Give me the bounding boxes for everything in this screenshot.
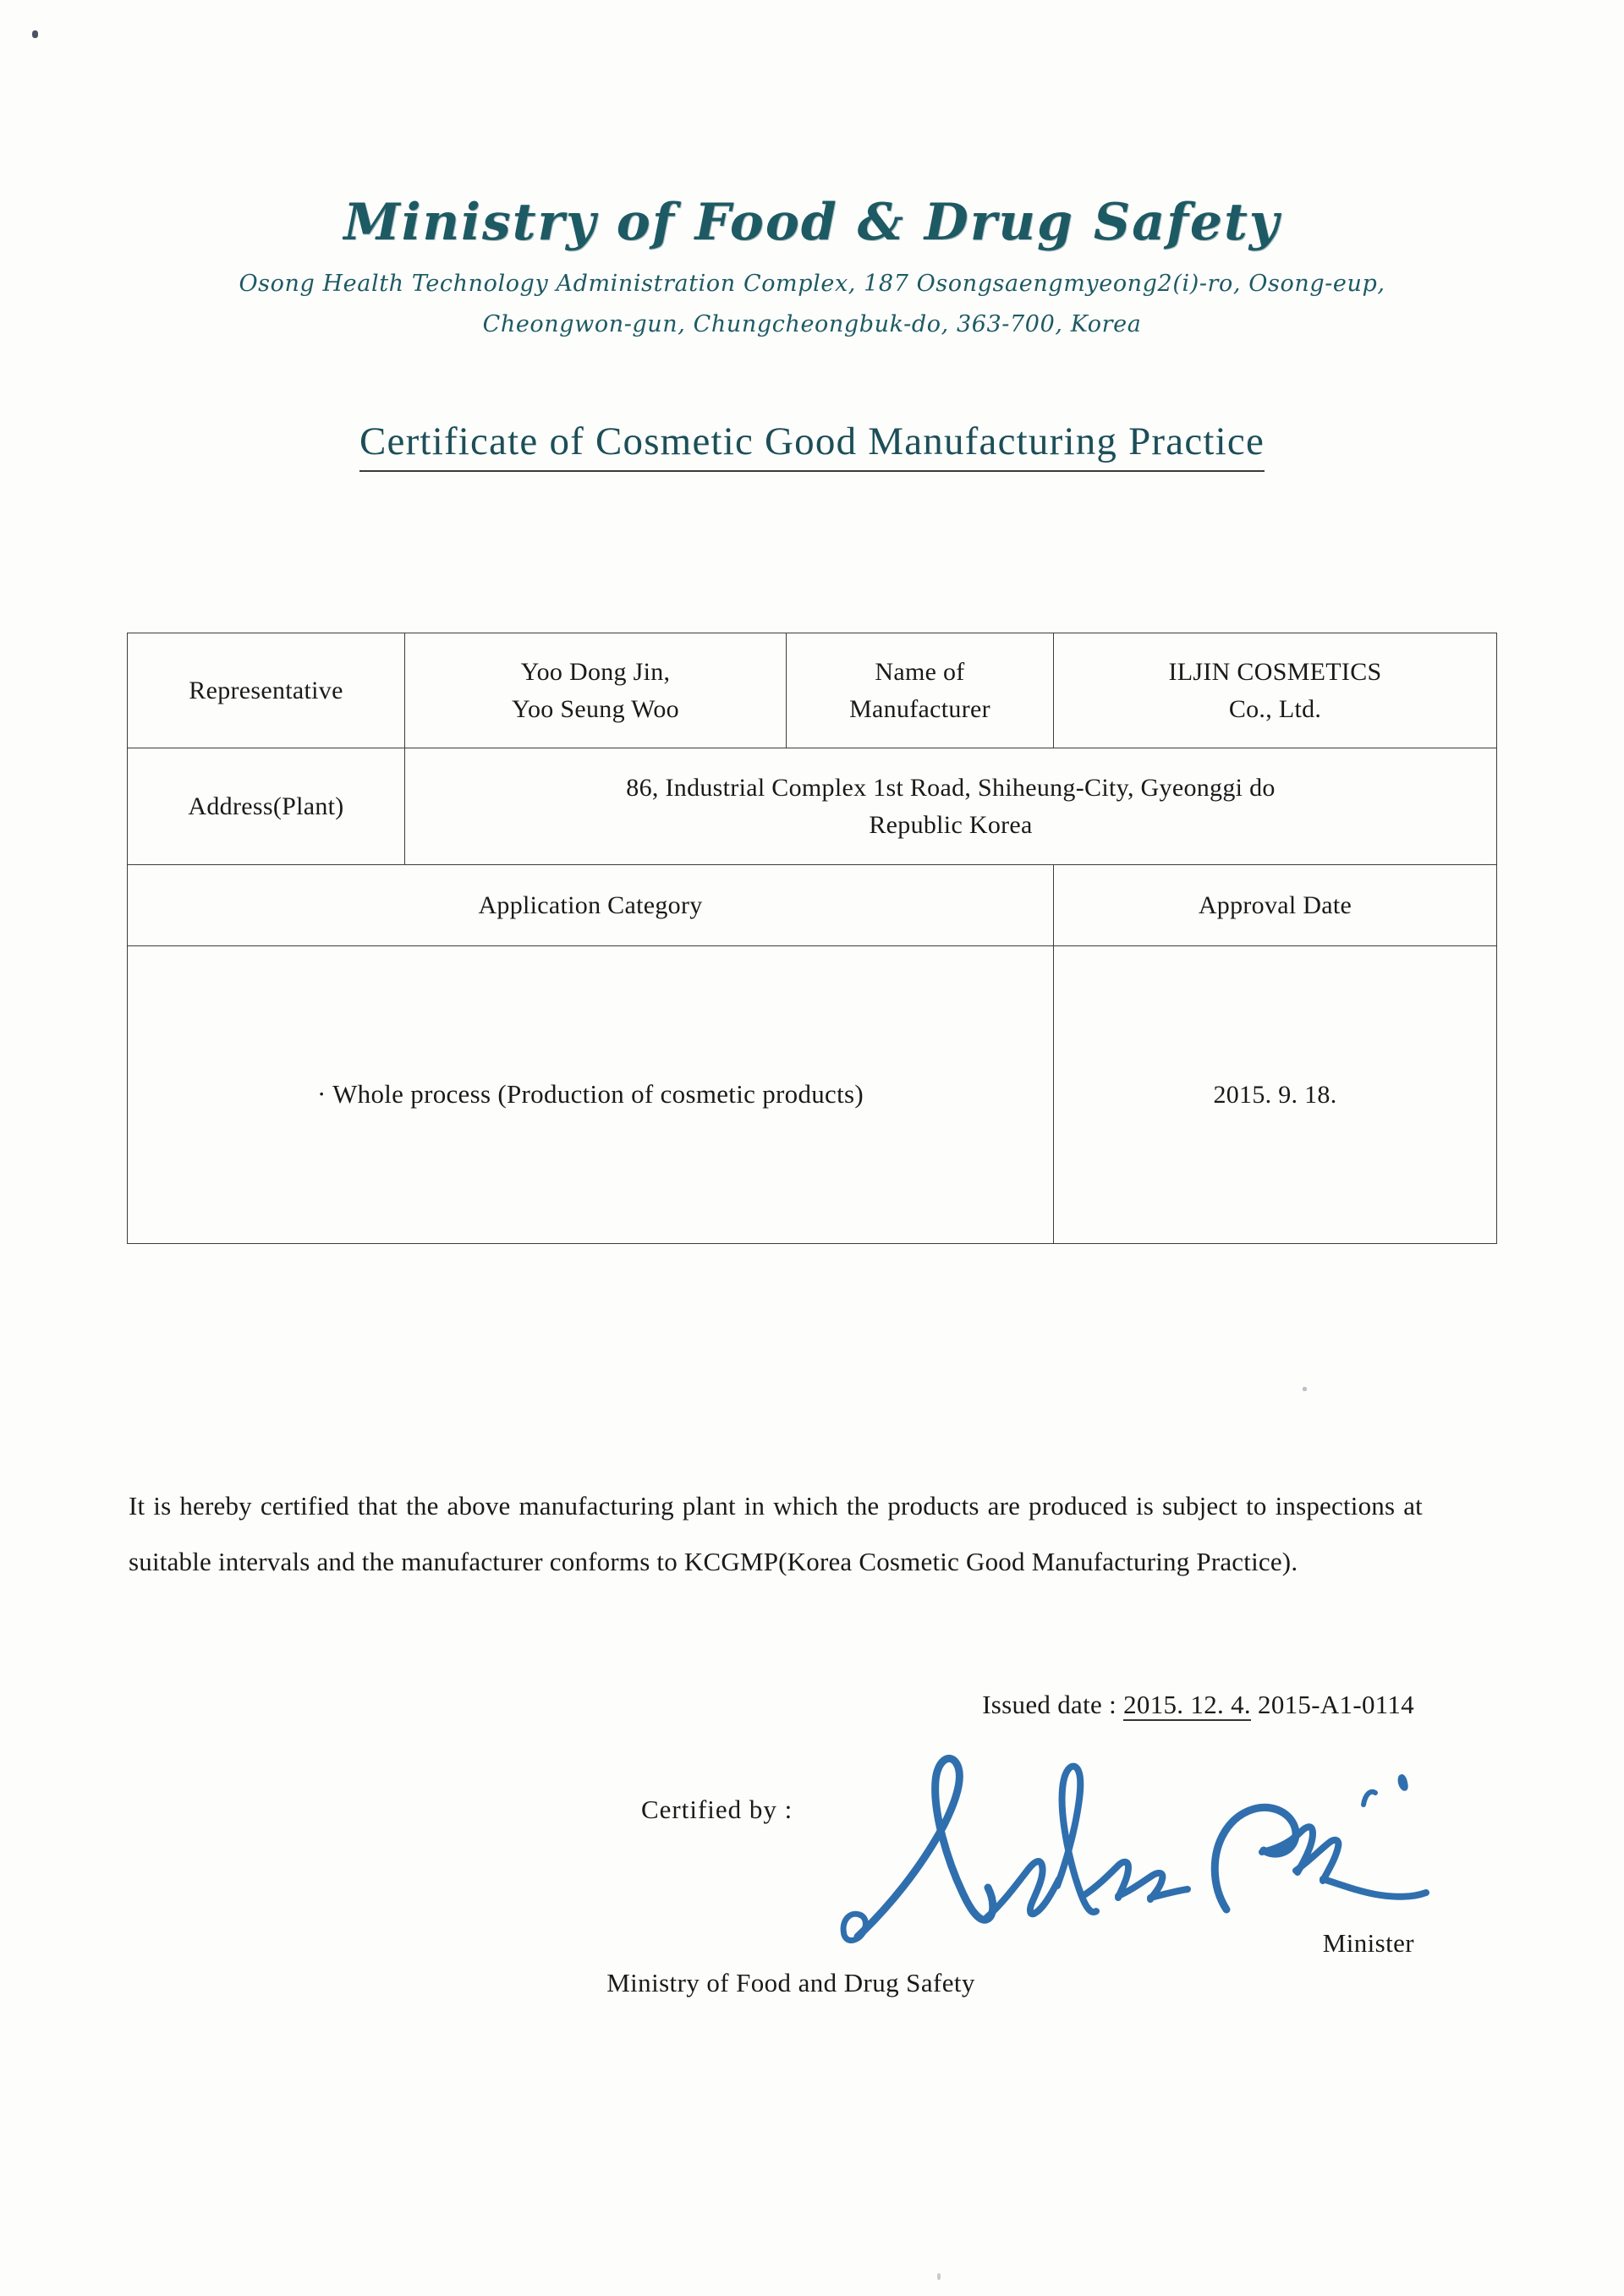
application-category-header: Application Category <box>128 865 1054 946</box>
manufacturer-name-line-2: Co., Ltd. <box>1228 694 1322 723</box>
document-title-text: Certificate of Cosmetic Good Manufacturing Practice <box>359 419 1265 472</box>
ministry-address-line-1: Osong Health Technology Administration Complex, 187 Osongsaengmyeong2(i)-ro, Osong-eup, <box>239 271 1385 297</box>
address-value <box>405 748 1497 865</box>
manufacturer-value <box>1054 633 1497 748</box>
ministry-name-heading: Ministry of Food & Drug Safety <box>343 193 1281 252</box>
issued-date-value: 2015. 12. 4. <box>1123 1690 1251 1719</box>
signing-ministry-name: Ministry of Food and Drug Safety <box>606 1968 975 1997</box>
approval-date-header: Approval Date <box>1054 865 1497 946</box>
signature-ink-fleck <box>1396 1773 1409 1792</box>
minister-title: Minister <box>1322 1928 1414 1958</box>
address-line-1: 86, Industrial Complex 1st Road, Shiheung-City, Gyeonggi do <box>626 774 1276 802</box>
application-category-value: · Whole process (Production of cosmetic products) <box>128 946 1054 1244</box>
representative-name-1: Yoo Dong Jin, <box>520 658 671 686</box>
scan-speck-middle <box>1303 1387 1307 1391</box>
scan-speck-bottom <box>937 2273 941 2280</box>
table-row-category-value <box>128 946 1497 1244</box>
certificate-details-table <box>127 633 1497 1244</box>
document-title <box>0 419 1624 464</box>
issued-date-label: Issued date : <box>982 1690 1124 1719</box>
ministry-address-line-2: Cheongwon-gun, Chungcheongbuk-do, 363-700, Korea <box>482 311 1142 337</box>
issued-date-line <box>0 1690 1414 1720</box>
representative-label: Representative <box>128 633 405 748</box>
manufacturer-label <box>787 633 1054 748</box>
manufacturer-name-line-1: ILJIN COSMETICS <box>1168 658 1382 686</box>
representative-value <box>405 633 787 748</box>
table-row-representative <box>128 633 1497 748</box>
certificate-number-value: 2015-A1-0114 <box>1258 1690 1414 1719</box>
approval-date-value: 2015. 9. 18. <box>1054 946 1497 1244</box>
table-row-category-header <box>128 865 1497 946</box>
address-line-2: Republic Korea <box>869 810 1033 839</box>
representative-name-2: Yoo Seung Woo <box>512 694 679 723</box>
certificate-number <box>1251 1690 1258 1719</box>
scan-speck-top-left <box>32 30 38 38</box>
certified-by-label: Certified by : <box>641 1795 793 1824</box>
address-label: Address(Plant) <box>128 748 405 865</box>
manufacturer-label-line-2: Manufacturer <box>849 694 990 723</box>
table-row-address <box>128 748 1497 865</box>
certification-statement: It is hereby certified that the above manufacturing plant in which the products are produced is subject to inspections at suitable intervals and the manufacturer conforms to KCGMP(Korea Cosmetic Good Manufacturing Practice). <box>129 1491 1423 1576</box>
manufacturer-label-line-1: Name of <box>875 658 965 686</box>
